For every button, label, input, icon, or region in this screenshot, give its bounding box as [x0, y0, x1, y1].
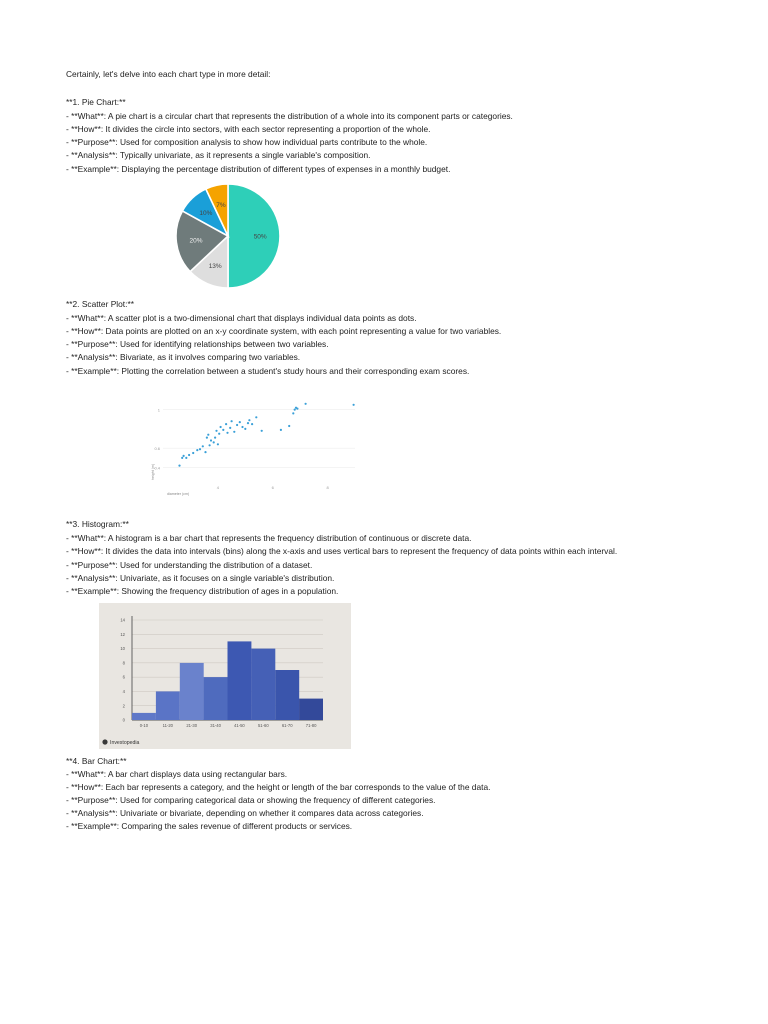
histogram-chart	[99, 603, 351, 749]
x-tick-label: 51-60	[257, 723, 269, 728]
histogram-bar	[275, 670, 299, 720]
scatter-point	[225, 423, 227, 425]
scatter-point	[214, 437, 216, 439]
section-heading-histogram: **3. Histogram:**	[66, 519, 129, 529]
scatter-point	[248, 419, 250, 421]
pie-slice-label: 20%	[189, 237, 203, 245]
scatter-point	[199, 448, 201, 450]
scatter-chart	[145, 392, 360, 497]
scatter-point	[255, 416, 257, 418]
pie-chart	[168, 182, 288, 292]
section-heading-bar: **4. Bar Chart:**	[66, 756, 127, 766]
scatter-point	[233, 431, 235, 433]
scatter-example: - **Example**: Plotting the correlation between a student's study hours and their corresponding exam scores.	[66, 366, 470, 376]
scatter-point	[305, 403, 307, 405]
scatter-point	[217, 443, 219, 445]
pie-slice-label: 50%	[253, 233, 267, 241]
histogram-bar	[132, 713, 156, 720]
x-axis-label: diameter (cm)	[167, 492, 190, 496]
intro-text: Certainly, let's delve into each chart type in more detail:	[66, 69, 271, 79]
y-axis-label: height (m)	[151, 463, 155, 480]
scatter-point	[294, 409, 296, 411]
histogram-bar	[204, 677, 228, 720]
pie-analysis: - **Analysis**: Typically univariate, as it represents a single variable's composition.	[66, 150, 371, 160]
scatter-point	[220, 426, 222, 428]
bar-what: - **What**: A bar chart displays data using rectangular bars.	[66, 769, 288, 779]
scatter-point	[207, 434, 209, 436]
pie-what: - **What**: A pie chart is a circular chart that represents the distribution of a whole into its component parts or categories.	[66, 111, 513, 121]
x-tick-label: 0-10	[139, 723, 149, 728]
bar-analysis: - **Analysis**: Univariate or bivariate, depending on whether it compares data across categories.	[66, 808, 424, 818]
x-tick-label: 61-70	[281, 723, 293, 728]
histogram-how: - **How**: It divides the data into intervals (bins) along the x-axis and uses vertical bars to represent the frequency of data points within each interval.	[66, 546, 618, 556]
x-tick-label: 11-20	[162, 723, 174, 728]
scatter-point	[292, 412, 294, 414]
scatter-point	[244, 428, 246, 430]
section-heading-scatter: **2. Scatter Plot:**	[66, 299, 134, 309]
histogram-bar	[180, 663, 204, 720]
scatter-point	[209, 444, 211, 446]
bar-purpose: - **Purpose**: Used for comparing categorical data or showing the frequency of different categories.	[66, 795, 436, 805]
y-tick-label: 14	[120, 617, 125, 623]
y-tick-label: 8	[122, 660, 125, 666]
y-tick-label: 6	[122, 674, 125, 680]
scatter-point	[229, 427, 231, 429]
scatter-point	[218, 433, 220, 435]
scatter-point	[288, 425, 290, 427]
scatter-what: - **What**: A scatter plot is a two-dimensional chart that displays individual data points as dots.	[66, 313, 417, 323]
y-tick-label: 1	[157, 407, 160, 413]
scatter-point	[236, 424, 238, 426]
scatter-point	[247, 422, 249, 424]
y-tick-label: 0.4	[154, 465, 160, 471]
scatter-point	[178, 465, 180, 467]
scatter-point	[192, 452, 194, 454]
pie-slice-label: 7%	[216, 202, 226, 209]
bar-example: - **Example**: Comparing the sales revenue of different products or services.	[66, 821, 353, 831]
pie-purpose: - **Purpose**: Used for composition analysis to show how individual parts contribute to the whole.	[66, 137, 428, 147]
scatter-point	[181, 457, 183, 459]
x-tick-label: 4	[216, 485, 219, 490]
histogram-example: - **Example**: Showing the frequency distribution of ages in a population.	[66, 586, 339, 596]
x-tick-label: 41-50	[234, 723, 245, 728]
scatter-point	[183, 455, 185, 457]
histogram-bar	[156, 691, 180, 720]
histogram-bar	[251, 649, 275, 720]
scatter-point	[202, 445, 204, 447]
scatter-point	[280, 429, 282, 431]
scatter-point	[188, 454, 190, 456]
histogram-bar	[228, 641, 252, 720]
x-tick-label: 21-30	[186, 723, 198, 728]
histogram-bar	[299, 699, 323, 720]
x-tick-label: 31-40	[210, 723, 221, 728]
scatter-point	[210, 439, 212, 441]
scatter-point	[215, 430, 217, 432]
bar-how: - **How**: Each bar represents a category, and the height or length of the bar corresponds to the value of the data.	[66, 782, 491, 792]
section-heading-pie: **1. Pie Chart:**	[66, 97, 126, 107]
x-tick-label: 6	[271, 485, 274, 490]
pie-example: - **Example**: Displaying the percentage distribution of different types of expenses in a monthly budget.	[66, 164, 451, 174]
x-tick-label: 71-80	[305, 723, 317, 728]
y-tick-label: 0.6	[154, 446, 160, 452]
y-tick-label: 2	[122, 703, 125, 709]
scatter-point	[213, 441, 215, 443]
pie-slice-label: 10%	[199, 210, 213, 217]
scatter-point	[241, 426, 243, 428]
y-tick-label: 4	[122, 689, 125, 695]
x-tick-label: 8	[326, 485, 329, 490]
scatter-analysis: - **Analysis**: Bivariate, as it involves comparing two variables.	[66, 352, 301, 362]
histogram-what: - **What**: A histogram is a bar chart that represents the frequency distribution of continuous or discrete data.	[66, 533, 472, 543]
y-tick-label: 12	[120, 631, 125, 637]
scatter-point	[206, 437, 208, 439]
scatter-point	[261, 430, 263, 432]
scatter-point	[239, 421, 241, 423]
scatter-point	[226, 432, 228, 434]
scatter-point	[222, 429, 224, 431]
scatter-point	[185, 457, 187, 459]
y-tick-label: 0	[122, 717, 125, 723]
pie-slice-label: 13%	[208, 263, 222, 271]
scatter-point	[196, 449, 198, 451]
source-footer: Investopedia	[110, 740, 140, 746]
scatter-point	[296, 408, 298, 410]
scatter-point	[353, 404, 355, 406]
scatter-how: - **How**: Data points are plotted on an x-y coordinate system, with each point representing a value for two variables.	[66, 326, 502, 336]
scatter-point	[251, 423, 253, 425]
y-tick-label: 10	[120, 646, 125, 652]
investopedia-logo-icon	[102, 739, 107, 744]
pie-how: - **How**: It divides the circle into sectors, with each sector representing a proportion of the whole.	[66, 124, 431, 134]
scatter-point	[204, 451, 206, 453]
histogram-purpose: - **Purpose**: Used for understanding the distribution of a dataset.	[66, 560, 313, 570]
scatter-purpose: - **Purpose**: Used for identifying relationships between two variables.	[66, 339, 329, 349]
scatter-point	[231, 420, 233, 422]
histogram-analysis: - **Analysis**: Univariate, as it focuses on a single variable's distribution.	[66, 573, 335, 583]
